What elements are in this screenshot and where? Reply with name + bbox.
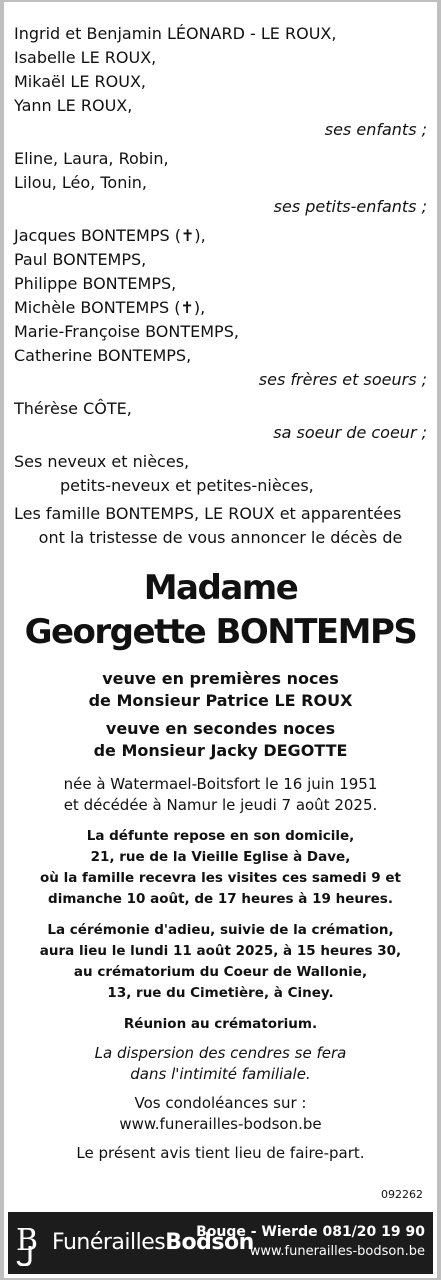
- visitation-block: [14, 826, 427, 910]
- heart-sister-name: Thérèse CÔTE,: [14, 399, 132, 418]
- sibling-name: Jacques BONTEMPS (✝),: [14, 226, 206, 245]
- grandchildren-list: [14, 147, 427, 219]
- announcement-line: ont la tristesse de vous annoncer le décès de: [38, 528, 403, 547]
- grandchild-names: Lilou, Léo, Tonin,: [14, 173, 147, 192]
- brand-part-a: Funérailles: [52, 1230, 166, 1255]
- heart-sister-role: sa soeur de coeur ;: [273, 423, 427, 442]
- visitation-line: dimanche 10 août, de 17 heures à 19 heures.: [48, 891, 393, 907]
- widow-second-husband: de Monsieur Jacky DEGOTTE: [93, 741, 348, 760]
- grand-nephews-line: petits-neveux et petites-nièces,: [60, 476, 314, 495]
- dispersion-line: La dispersion des cendres se fera: [94, 1044, 347, 1062]
- sibling-name: Michèle BONTEMPS (✝),: [14, 298, 206, 317]
- visitation-line: La défunte repose en son domicile,: [86, 828, 355, 844]
- child-name: Ingrid et Benjamin LÉONARD - LE ROUX,: [14, 24, 337, 43]
- ceremony-line: La cérémonie d'adieu, suivie de la crémation,: [47, 922, 394, 938]
- sibling-name: Marie-Françoise BONTEMPS,: [14, 322, 239, 341]
- visitation-line: 21, rue de la Vieille Eglise à Dave,: [90, 849, 351, 865]
- deceased-name: Georgette BONTEMPS: [24, 612, 417, 652]
- condolences-label: Vos condoléances sur :: [134, 1094, 307, 1112]
- condolences-link[interactable]: www.funerailles-bodson.be: [119, 1115, 322, 1133]
- children-role: ses enfants ;: [324, 120, 427, 139]
- ceremony-line: aura lieu le lundi 11 août 2025, à 15 heures 30,: [39, 943, 402, 959]
- bodson-logo-icon: [16, 1220, 50, 1266]
- funeral-home-footer: [8, 1212, 433, 1274]
- ceremony-block: [14, 920, 427, 1004]
- widow-second-line: veuve en secondes noces: [105, 719, 336, 738]
- grandchild-names: Eline, Laura, Robin,: [14, 149, 169, 168]
- dispersion-line: dans l'intimité familiale.: [130, 1065, 311, 1083]
- child-name: Mikaël LE ROUX,: [14, 72, 146, 91]
- ceremony-line: 13, rue du Cimetière, à Ciney.: [107, 985, 334, 1001]
- contact-phone-line: Bouge - Wierde 081/20 19 90: [196, 1224, 425, 1240]
- ceremony-line: au crématorium du Coeur de Wallonie,: [73, 964, 368, 980]
- reference-number: 092262: [381, 1188, 423, 1201]
- families-line: Les famille BONTEMPS, LE ROUX et apparentées: [14, 504, 402, 523]
- sibling-name: Catherine BONTEMPS,: [14, 346, 192, 365]
- brand-part-b: Bodson: [165, 1230, 254, 1255]
- sibling-name: Philippe BONTEMPS,: [14, 274, 177, 293]
- footer-website[interactable]: www.funerailles-bodson.be: [249, 1244, 425, 1259]
- grandchildren-role: ses petits-enfants ;: [273, 197, 427, 216]
- child-name: Yann LE ROUX,: [14, 96, 133, 115]
- children-list: [14, 22, 427, 142]
- sibling-name: Paul BONTEMPS,: [14, 250, 147, 269]
- obituary-content: [14, 22, 427, 1164]
- notice-line: Le présent avis tient lieu de faire-part.: [76, 1144, 365, 1162]
- siblings-role: ses frères et soeurs ;: [258, 370, 427, 389]
- widow-first-line: veuve en premières noces: [102, 669, 339, 688]
- siblings-list: [14, 224, 427, 392]
- nephews-line: Ses neveux et nièces,: [14, 452, 190, 471]
- widow-first-husband: de Monsieur Patrice LE ROUX: [88, 691, 353, 710]
- death-line: et décédée à Namur le jeudi 7 août 2025.: [63, 796, 378, 814]
- reunion-line: Réunion au crématorium.: [123, 1016, 318, 1032]
- visitation-line: où la famille recevra les visites ces samedi 9 et: [40, 870, 401, 886]
- svg-text:B: B: [16, 1223, 39, 1258]
- deceased-title: Madame: [143, 568, 298, 608]
- child-name: Isabelle LE ROUX,: [14, 48, 157, 67]
- birth-line: née à Watermael-Boitsfort le 16 juin 1951: [63, 775, 378, 793]
